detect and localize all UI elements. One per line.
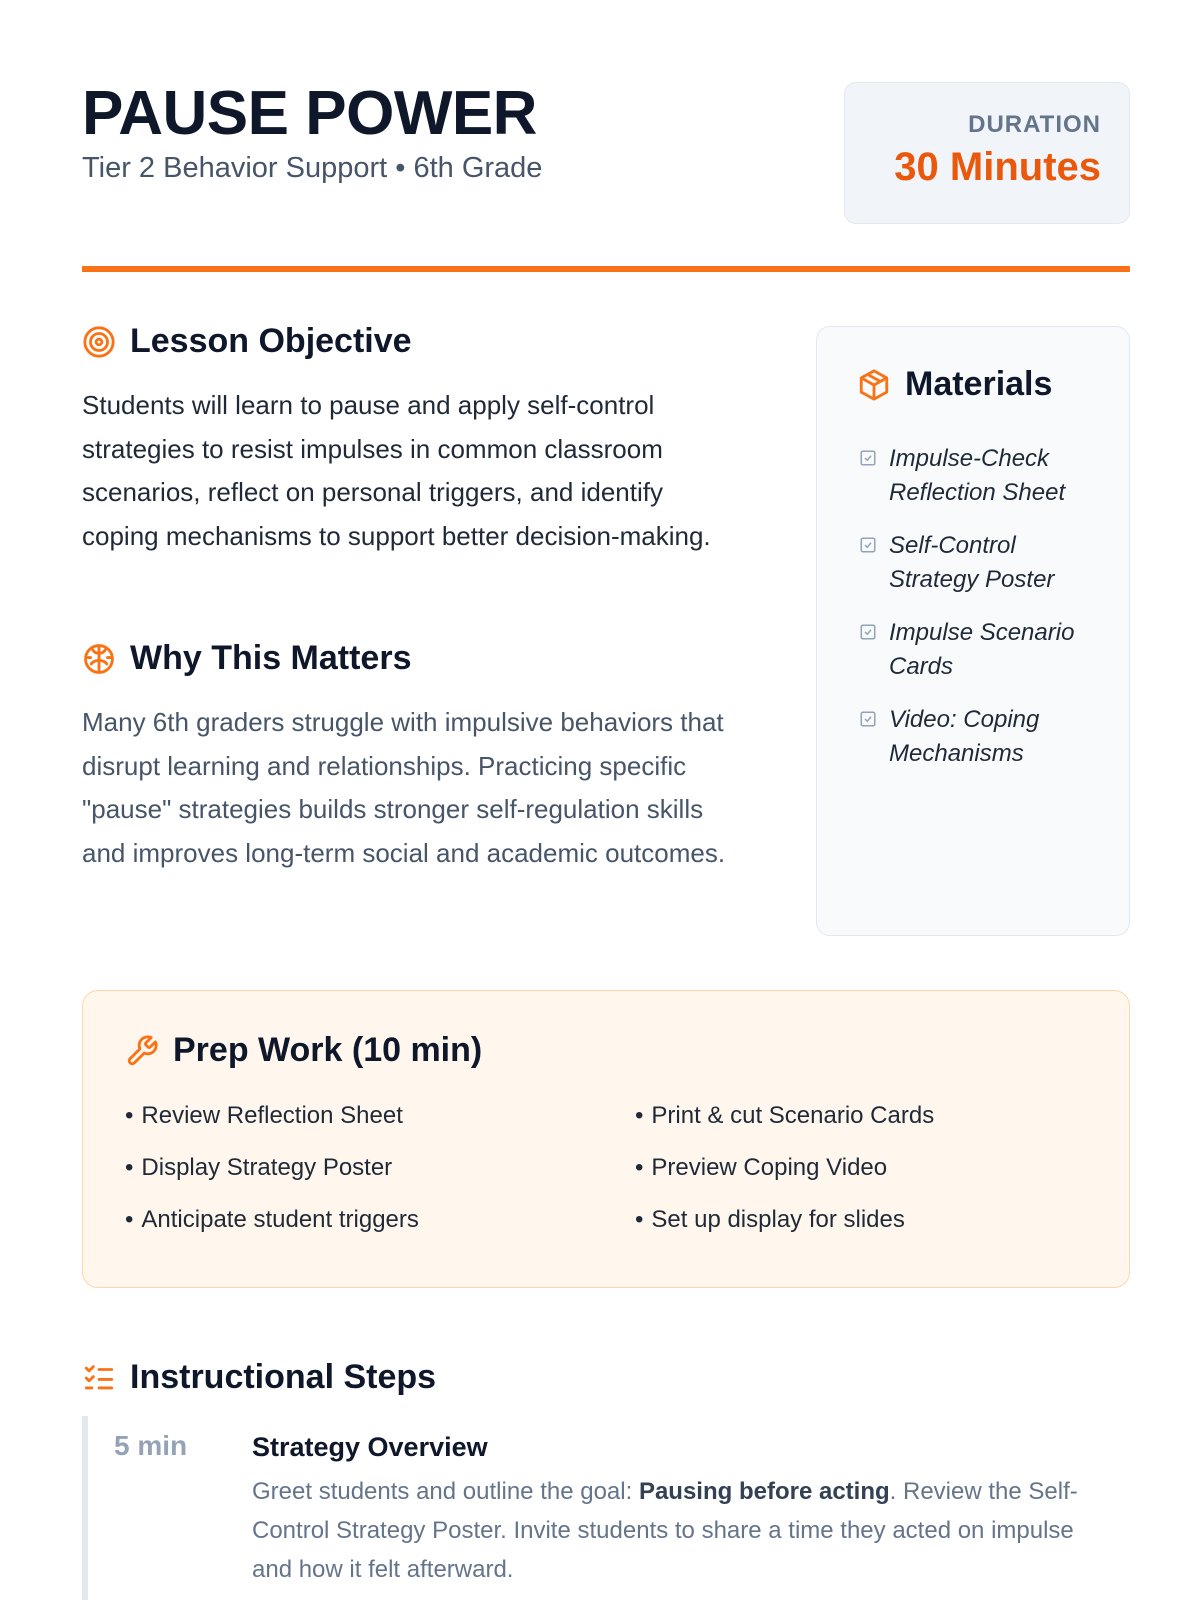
- materials-title: Materials: [905, 365, 1053, 403]
- prep-list-right: [635, 1099, 934, 1255]
- check-square-icon: [859, 536, 877, 554]
- package-icon: [857, 368, 891, 402]
- material-label: Video: Coping Mechanisms: [889, 706, 1040, 767]
- objective-title: Lesson Objective: [130, 322, 412, 360]
- materials-card: [816, 326, 1130, 936]
- page-title: PAUSE POWER: [82, 79, 537, 148]
- step-text-before: Greet students and outline the goal:: [252, 1478, 639, 1505]
- check-square-icon: [859, 449, 877, 467]
- prep-title: Prep Work (10 min): [173, 1031, 483, 1069]
- duration-label: DURATION: [968, 111, 1101, 138]
- material-item: [859, 442, 1109, 510]
- prep-list-left: [125, 1099, 419, 1255]
- step-text-after: . Review the Self-Control Strategy Poster. Invite students to share a time they acted on impulse and how it felt afterward.: [252, 1478, 1078, 1583]
- materials-heading: [857, 365, 1052, 404]
- prep-card: [82, 990, 1130, 1288]
- prep-heading: [125, 1031, 482, 1070]
- why-text: Many 6th graders struggle with impulsive behaviors that disrupt learning and relationships. Practicing specific "pause" strategies builds stronger self-regulation skills and improves long-term social and academic outcomes.: [82, 707, 726, 868]
- step-title: Strategy Overview: [252, 1432, 488, 1462]
- why-title: Why This Matters: [130, 639, 412, 677]
- prep-item: • Review Reflection Sheet: [125, 1099, 419, 1133]
- header: [82, 78, 1130, 228]
- material-item: [859, 703, 1109, 771]
- step-item: [82, 1416, 1130, 1600]
- header-divider: [82, 266, 1130, 272]
- check-square-icon: [859, 710, 877, 728]
- objective-text: Students will learn to pause and apply self-control strategies to resist impulses in common classroom scenarios, reflect on personal triggers, and identify coping mechanisms to support better decision-making.: [82, 390, 711, 551]
- prep-item: • Set up display for slides: [635, 1203, 934, 1237]
- why-heading: [82, 639, 411, 678]
- step-text-bold: Pausing before acting: [638, 1478, 890, 1505]
- check-square-icon: [859, 623, 877, 641]
- duration-value: 30 Minutes: [894, 145, 1101, 189]
- wrench-icon: [125, 1034, 159, 1068]
- page-subtitle: Tier 2 Behavior Support • 6th Grade: [82, 152, 543, 184]
- material-label: Impulse Scenario Cards: [889, 619, 1075, 680]
- brain-icon: [82, 642, 116, 676]
- prep-item: • Display Strategy Poster: [125, 1151, 419, 1185]
- step-description: [252, 1472, 1112, 1589]
- material-item: [859, 616, 1109, 684]
- steps-heading: [82, 1358, 436, 1397]
- duration-box: [844, 82, 1130, 224]
- steps-title: Instructional Steps: [130, 1358, 437, 1396]
- prep-item: • Preview Coping Video: [635, 1151, 934, 1185]
- material-item: [859, 529, 1109, 597]
- material-label: Impulse-Check Reflection Sheet: [889, 445, 1066, 506]
- list-checks-icon: [82, 1361, 116, 1395]
- materials-list: [859, 442, 1109, 790]
- prep-item: • Anticipate student triggers: [125, 1203, 419, 1237]
- target-icon: [82, 325, 116, 359]
- objective-heading: [82, 322, 412, 361]
- step-time: 5 min: [114, 1430, 188, 1461]
- prep-item: • Print & cut Scenario Cards: [635, 1099, 934, 1133]
- material-label: Self-Control Strategy Poster: [889, 532, 1055, 593]
